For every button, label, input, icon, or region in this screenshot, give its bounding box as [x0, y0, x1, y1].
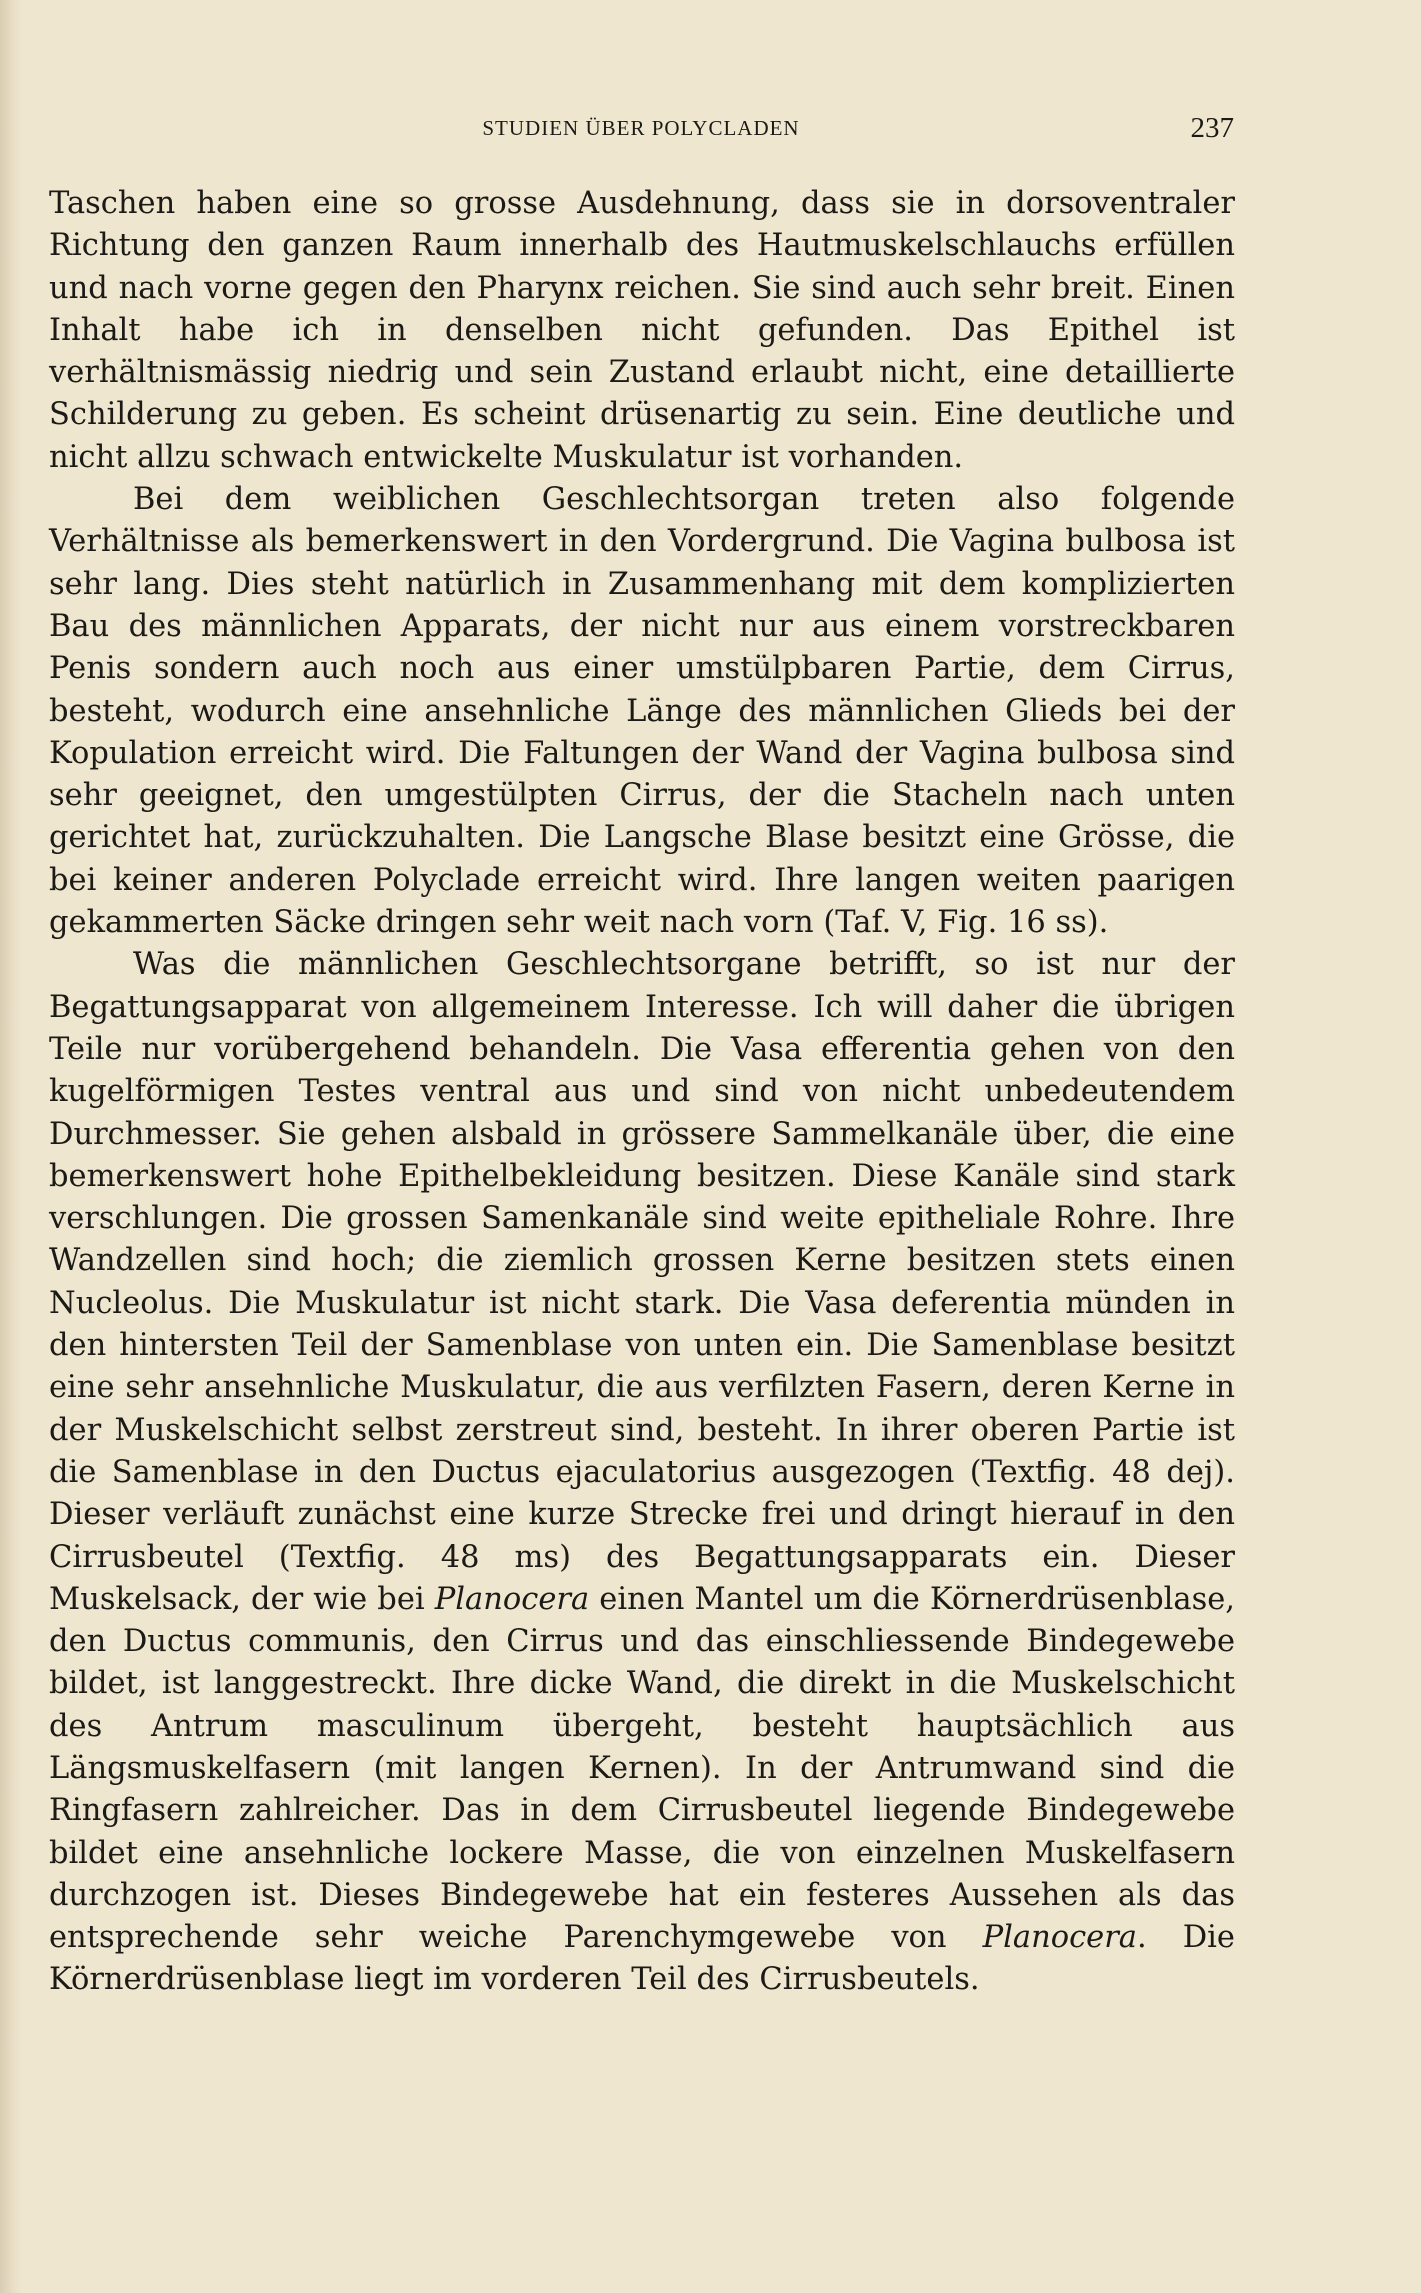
body-text — [49, 183, 1235, 2002]
taxon-name: Planocera — [982, 1920, 1137, 1956]
paragraph-text: einen Mantel um die Körnerdrüsenblase, den Ductus communis, den Cirrus und das einschliessende Bindegewebe bildet, ist langgestreckt. Ihre dicke Wand, die direkt in die Muskelschicht des Antrum masculinum übergeht, besteht hauptsächlich aus Längsmuskelfasern (mit langen Kernen). In der Antrumwand sind die Ringfasern zahlreicher. Das in dem Cirrusbeutel liegende Bindegewebe bildet eine ansehnliche lockere Masse, die von einzelnen Muskelfasern durchzogen ist. Dieses Bindegewebe hat ein festeres Aussehen als das entsprechende sehr weiche Parenchymgewebe von — [49, 1581, 1235, 1956]
paragraph-2 — [49, 479, 1235, 944]
taxon-name: Planocera — [434, 1581, 590, 1617]
page-number: 237 — [1190, 112, 1234, 144]
running-title: STUDIEN ÜBER POLYCLADEN — [482, 116, 800, 140]
paragraph-text: Bei dem weiblichen Geschlechtsorgan treten also folgende Verhältnisse als bemerkenswert in den Vordergrund. Die Vagina bulbosa ist sehr lang. Dies steht natürlich in Zusammenhang mit dem komplizierten Bau des männlichen Apparats, der nicht nur aus einem vorstreckbaren Penis sondern auch noch aus einer umstülpbaren Partie, dem Cirrus, besteht, wodurch eine ansehnliche Länge des männlichen Glieds bei der Kopulation erreicht wird. Die Faltungen der Wand der Vagina bulbosa sind sehr geeignet, den umgestülpten Cirrus, der die Stacheln nach unten gerichtet hat, zurückzuhalten. Die Langsche Blase besitzt eine Grösse, die bei keiner anderen Polyclade erreicht wird. Ihre langen weiten paarigen gekammerten Säcke dringen sehr weit nach vorn (Taf. V, Fig. 16 ss). — [49, 482, 1235, 941]
paragraph-text: . Die Körnerdrüsenblase liegt im vorderen Teil des Cirrusbeutels. — [49, 1920, 1235, 1998]
paragraph-1 — [49, 183, 1235, 479]
page-binding-edge — [0, 0, 22, 2293]
running-header — [48, 112, 1234, 146]
paragraph-text: Was die männlichen Geschlechtsorgane betrifft, so ist nur der Begattungsapparat von allgemeinem Interesse. Ich will daher die übrigen Teile nur vorübergehend behandeln. Die Vasa efferentia gehen von den kugelförmigen Testes ventral aus und sind von nicht unbedeutendem Durchmesser. Sie gehen alsbald in grössere Sammelkanäle über, die eine bemerkenswert hohe Epithelbekleidung besitzen. Diese Kanäle sind stark verschlungen. Die grossen Samenkanäle sind weite epitheliale Rohre. Ihre Wandzellen sind hoch; die ziemlich grossen Kerne besitzen stets einen Nucleolus. Die Muskulatur ist nicht stark. Die Vasa deferentia münden in den hintersten Teil der Samenblase von unten ein. Die Samenblase besitzt eine sehr ansehnliche Muskulatur, die aus verfilzten Fasern, deren Kerne in der Muskelschicht selbst zerstreut sind, besteht. In ihrer oberen Partie ist die Samenblase in den Ductus ejaculatorius ausgezogen (Textfig. 48 dej). Dieser verläuft zunächst eine kurze Strecke frei und dringt hierauf in den Cirrusbeutel (Textfig. 48 ms) des Begattungsapparats ein. Dieser Muskelsack, der wie bei — [49, 947, 1235, 1617]
paragraph-text: Taschen haben eine so grosse Ausdehnung, dass sie in dorsoventraler Richtung den ganzen Raum innerhalb des Hautmuskelschlauchs erfüllen und nach vorne gegen den Pharynx reichen. Sie sind auch sehr breit. Einen Inhalt habe ich in denselben nicht gefunden. Das Epithel ist verhältnismässig niedrig und sein Zustand erlaubt nicht, eine detaillierte Schilderung zu geben. Es scheint drüsenartig zu sein. Eine deutliche und nicht allzu schwach entwickelte Muskulatur ist vorhanden. — [49, 186, 1235, 475]
paragraph-3 — [49, 944, 1235, 2001]
